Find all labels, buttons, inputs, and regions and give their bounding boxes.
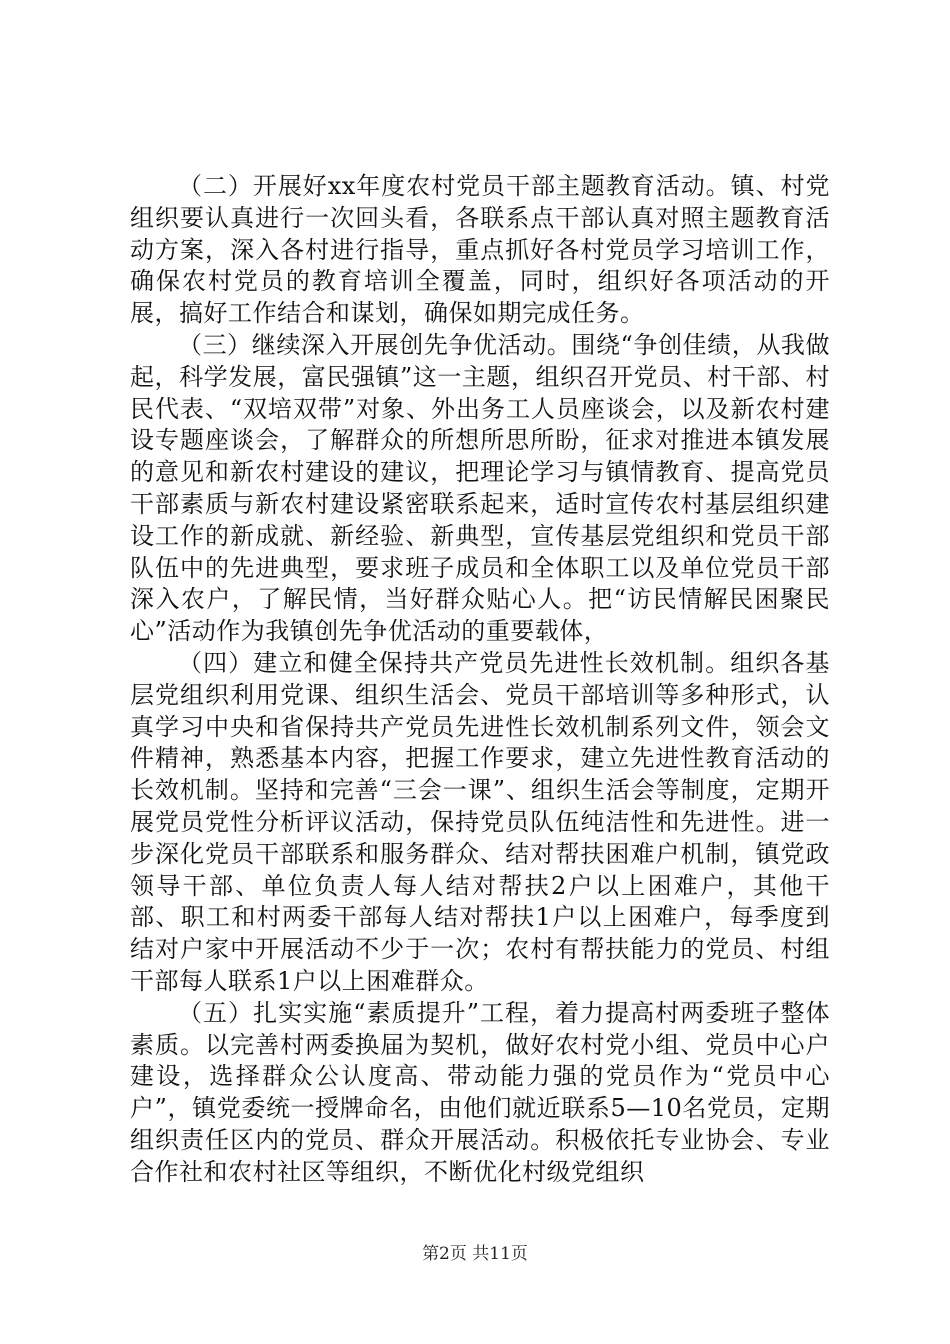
document-body	[130, 171, 830, 1189]
paragraph-4: （四）建立和健全保持共产党员先进性长效机制。组织各基层党组织利用党课、组织生活会、党员干部培训等多种形式，认真学习中央和省保持共产党员先进性长效机制系列文件，领会文件精神，熟悉基本内容，把握工作要求，建立先进性教育活动的长效机制。坚持和完善“三会一课”、组织生活会等制度，定期开展党员党性分析评议活动，保持党员队伍纯洁性和先进性。进一步深化党员干部联系和服务群众、结对帮扶困难户机制，镇党政领导干部、单位负责人每人结对帮扶2户以上困难户，其他干部、职工和村两委干部每人结对帮扶1户以上困难户，每季度到结对户家中开展活动不少于一次；农村有帮扶能力的党员、村组干部每人联系1户以上困难群众。	[130, 648, 830, 995]
page-footer: 第2页 共11页	[422, 1244, 528, 1264]
paragraph-3: （三）继续深入开展创先争优活动。围绕“争创佳绩，从我做起，科学发展，富民强镇”这一主题，组织召开党员、村干部、村民代表、“双培双带”对象、外出务工人员座谈会，以及新农村建设专题座谈会，了解群众的所想所思所盼，征求对推进本镇发展的意见和新农村建设的建议，把理论学习与镇情教育、提高党员干部素质与新农村建设紧密联系起来，适时宣传农村基层组织建设工作的新成就、新经验、新典型，宣传基层党组织和党员干部队伍中的先进典型，要求班子成员和全体职工以及单位党员干部深入农户，了解民情，当好群众贴心人。把“访民情解民困聚民心”活动作为我镇创先争优活动的重要载体，	[130, 330, 830, 646]
paragraph-2: （二）开展好xx年度农村党员干部主题教育活动。镇、村党组织要认真进行一次回头看，各联系点干部认真对照主题教育活动方案，深入各村进行指导，重点抓好各村党员学习培训工作，确保农村党员的教育培训全覆盖，同时，组织好各项活动的开展，搞好工作结合和谋划，确保如期完成任务。	[130, 172, 830, 328]
paragraph-5: （五）扎实实施“素质提升”工程，着力提高村两委班子整体素质。以完善村两委换届为契机，做好农村党小组、党员中心户建设，选择群众公认度高、带动能力强的党员作为“党员中心户”，镇党委统一授牌命名，由他们就近联系5—10名党员，定期组织责任区内的党员、群众开展活动。积极依托专业协会、专业合作社和农村社区等组织，不断优化村级党组织	[130, 998, 830, 1186]
